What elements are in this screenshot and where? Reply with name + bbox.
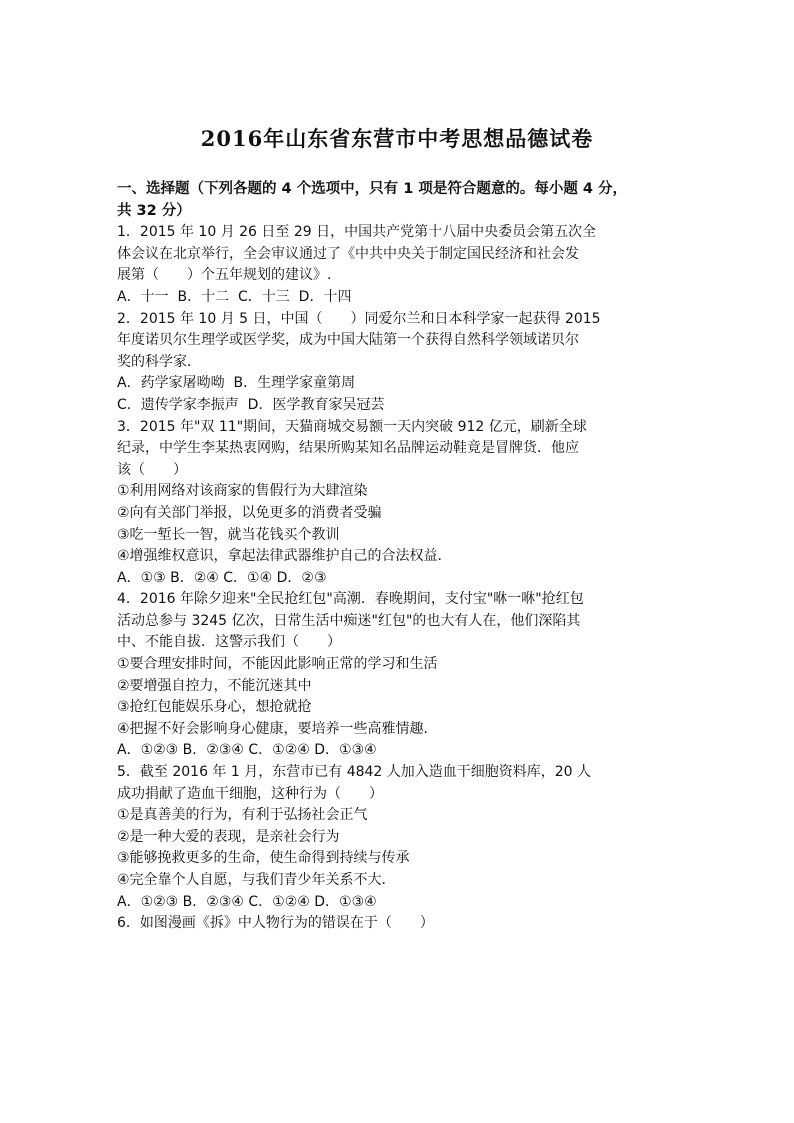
question-1-stem-line: 展第（ ）个五年规划的建议》.: [117, 267, 332, 284]
question-3-options: A．①③ B．②④ C．①④ D．②③: [117, 569, 327, 586]
question-3-stem-line: ①利用网络对该商家的售假行为大肆渲染: [117, 483, 368, 500]
question-1-options: A．十一 B．十二 C．十三 D．十四: [117, 288, 352, 305]
question-3-stem-line: ③吃一堑长一智，就当花钱买个教训: [117, 526, 340, 543]
question-5-stem-line: ①是真善美的行为，有利于弘扬社会正气: [117, 807, 368, 824]
section-header-line: 一、选择题（下列各题的 4 个选项中，只有 1 项是符合题意的。每小题 4 分，: [117, 181, 628, 197]
question-3-stem-line: ②向有关部门举报，以免更多的消费者受骗: [117, 504, 382, 521]
exam-content: [117, 179, 683, 935]
question-1-stem-line: 1．2015 年 10 月 26 日至 29 日，中国共产党第十八届中央委员会第五次全: [117, 224, 597, 241]
question-5-stem-line: 5．截至 2016 年 1 月，东营市已有 4842 人加入造血干细胞资料库，20 人: [117, 764, 592, 781]
question-2-stem-line: 奖的科学家．: [117, 353, 201, 370]
question-2-stem-line: 2．2015 年 10 月 5 日，中国（ ）同爱尔兰和日本科学家一起获得 2015: [117, 310, 601, 327]
question-4-stem-line: ②要增强自控力，不能沉迷其中: [117, 677, 312, 694]
section-header-line: 共 32 分）: [117, 202, 191, 219]
question-4-options: A．①②③ B．②③④ C．①②④ D．①③④: [117, 742, 377, 759]
question-4-stem-line: ④把握不好会影响身心健康，要培养一些高雅情趣．: [117, 720, 438, 737]
question-5-stem-line: 成功捐献了造血干细胞，这种行为（ ）: [117, 785, 383, 802]
question-4-stem-line: 活动总参与 3245 亿次，日常生活中痴迷"红包"的也大有人在，他们深陷其: [117, 612, 581, 629]
question-5-stem-line: ③能够挽救更多的生命，使生命得到持续与传承: [117, 850, 410, 867]
question-1-stem-line: 体会议在北京举行，全会审议通过了《中共中央关于制定国民经济和社会发: [117, 245, 579, 262]
question-5-options: A．①②③ B．②③④ C．①②④ D．①③④: [117, 893, 377, 910]
question-3-stem-line: 该（ ）: [117, 461, 187, 478]
question-2-options: C．遗传学家李振声 D．医学教育家吴冠芸: [117, 396, 385, 413]
question-3-stem-line: 纪录，中学生李某热衷网购，结果所购某知名品牌运动鞋竟是冒牌货．他应: [117, 440, 579, 457]
question-3-stem-line: ④增强维权意识，拿起法律武器维护自己的合法权益．: [117, 548, 452, 565]
question-5-stem-line: ④完全靠个人自愿，与我们青少年关系不大．: [117, 872, 396, 888]
question-6-stem-line: 6．如图漫画《拆》中人物行为的错误在于（ ）: [117, 915, 434, 932]
question-4-stem-line: 中、不能自拔．这警示我们（ ）: [117, 634, 341, 651]
question-5-stem-line: ②是一种大爱的表现，是亲社会行为: [117, 828, 340, 845]
question-2-options: A．药学家屠呦呦 B．生理学家童第周: [117, 375, 356, 392]
question-4-stem-line: ③抢红包能娱乐身心，想抢就抢: [117, 699, 312, 716]
question-2-stem-line: 年度诺贝尔生理学或医学奖，成为中国大陆第一个获得自然科学领域诺贝尔: [117, 332, 579, 349]
question-4-stem-line: ①要合理安排时间，不能因此影响正常的学习和生活: [117, 656, 438, 673]
question-4-stem-line: 4．2016 年除夕迎来"全民抢红包"高潮．春晚期间，支付宝"咻一咻"抢红包: [117, 591, 584, 608]
page-title: 2016年山东省东营市中考思想品德试卷: [200, 126, 594, 151]
question-3-stem-line: 3．2015 年"双 11"期间，天猫商城交易额一天内突破 912 亿元，刷新全球: [117, 418, 587, 435]
